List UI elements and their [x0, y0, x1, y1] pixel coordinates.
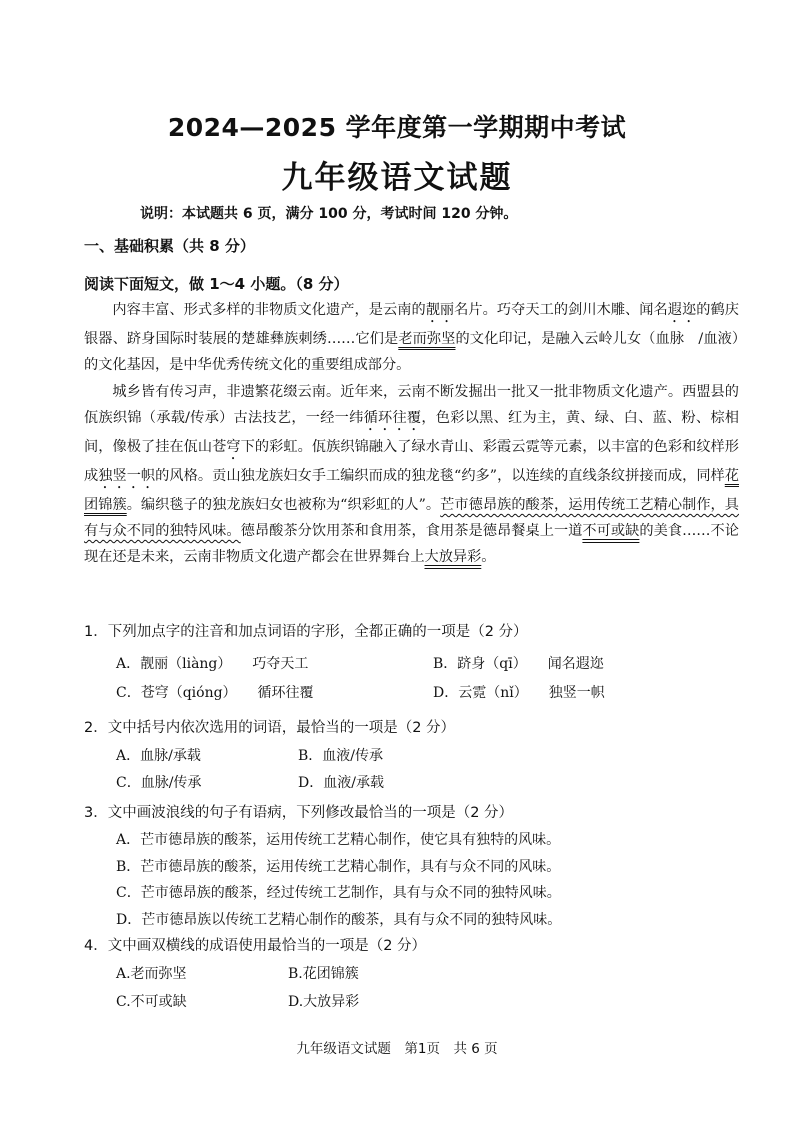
question-2-option-b: B．血液/传承 — [298, 748, 384, 764]
double-underlined-idiom: 花团锦簇 — [84, 467, 739, 513]
question-stem: 2．文中括号内依次选用的词语，最恰当的一项是（2 分） — [84, 720, 456, 736]
passage-paragraph-1: 内容丰富、形式多样的非物质文化遗产，是云南的靓丽名片。巧夺天工的剑川木雕、闻名遐迩的鹤庆银器、跻身国际时装展的楚雄彝族刺绣……它们是老而弥坚的文化印记，是融入云岭儿女（血脉 /血液）的文化基因，是中华优秀传统文化的重要组成部分。 — [84, 302, 739, 374]
question-stem: 1．下列加点字的注音和加点词语的字形，全都正确的一项是（2 分） — [84, 624, 528, 640]
double-underlined-idiom: 不可或缺 — [582, 523, 640, 540]
dotted-word: 靓丽 — [425, 302, 455, 318]
question-1 — [84, 620, 744, 641]
dotted-word: 穹 — [226, 438, 241, 455]
question-3-option-c: C．芒市德昂族的酸茶，经过传统工艺制作，具有与众不同的独特风味。 — [116, 885, 561, 901]
reading-instruction: 阅读下面短文，做 1～4 小题。（8 分） — [84, 275, 349, 293]
question-4-option-d: D.大放异彩 — [288, 994, 360, 1010]
question-3-option-a: A．芒市德昂族的酸茶，运用传统工艺精心制作，使它具有独特的风味。 — [116, 832, 561, 848]
page-footer: 九年级语文试题 第1页 共 6 页 — [296, 1041, 498, 1057]
question-2 — [84, 716, 744, 737]
question-3-option-b: B．芒市德昂族的酸茶，运用传统工艺精心制作，具有与众不同的风味。 — [116, 859, 561, 875]
question-4-option-a: A.老而弥坚 — [116, 966, 187, 982]
passage-paragraph-2: 城乡皆有传习声，非遗繁花缀云南。近年来，云南不断发掘出一批又一批非物质文化遗产。西盟县的佤族织锦（承载/传承）古法技艺，一经一纬循环往覆，色彩以黑、红为主，黄、绿、白、蓝、粉、棕相间，像极了挂在佤山苍穹下的彩虹。佤族织锦融入了绿水青山、彩霞云霓等元素，以丰富的色彩和纹样形成独竖一帜的风格。贡山独龙族妇女手工编织而成的独龙毯“约多”，以连续的直线条纹拼接而成，同样花团锦簇。编织毯子的独龙族妇女也被称为“织彩虹的人”。芒市德昂族的酸茶，运用传统工艺精心制作，具有与众不同的独特风味。德昂酸茶分饮用茶和食用茶，食用茶是德昂餐桌上一道不可或缺的美食……不论现在还是未来，云南非物质文化遗产都会在世界舞台上大放异彩。 — [84, 383, 739, 566]
question-1-option-a: A．靓丽（liàng） 巧夺天工 — [116, 656, 309, 672]
question-4 — [84, 934, 744, 955]
double-underlined-idiom: 大放异彩 — [424, 549, 482, 566]
question-1-option-d: D．云霓（nǐ） 独竖一帜 — [433, 685, 605, 701]
exam-title: 2024—2025 学年度第一学期期中考试 — [167, 113, 627, 142]
question-4-option-b: B.花团锦簇 — [288, 966, 359, 982]
dotted-word: 循环往覆 — [363, 409, 422, 426]
question-3-option-d: D．芒市德昂族以传统工艺精心制作的酸茶，具有与众不同的独特风味。 — [116, 912, 562, 928]
reading-passage — [84, 297, 739, 571]
question-1-option-c: C．苍穹（qióng） 循环往覆 — [116, 685, 314, 701]
dotted-word: 独竖一帜 — [98, 467, 156, 484]
section-heading: 一、基础积累（共 8 分） — [84, 237, 255, 255]
question-stem: 4．文中画双横线的成语使用最恰当的一项是（2 分） — [84, 938, 427, 954]
question-2-option-c: C．血脉/传承 — [116, 775, 202, 791]
question-2-option-a: A．血脉/承载 — [116, 748, 201, 764]
question-3 — [84, 801, 744, 822]
question-1-option-b: B．跻身（qī） 闻名遐迩 — [433, 656, 604, 672]
question-4-option-c: C.不可或缺 — [116, 994, 187, 1010]
exam-subject-title: 九年级语文试题 — [281, 160, 513, 196]
dotted-word: 遐迩 — [667, 302, 697, 318]
exam-instructions: 说明：本试题共 6 页，满分 100 分，考试时间 120 分钟。 — [140, 206, 518, 222]
double-underlined-idiom: 老而弥坚 — [398, 331, 456, 347]
wavy-underlined-sentence: 芒市德昂族的酸茶，运用传统工艺精心制作，具有与众不同的独特风味。 — [84, 496, 739, 540]
question-2-option-d: D．血液/承载 — [298, 775, 384, 791]
question-stem: 3．文中画波浪线的句子有语病，下列修改最恰当的一项是（2 分） — [84, 805, 514, 821]
